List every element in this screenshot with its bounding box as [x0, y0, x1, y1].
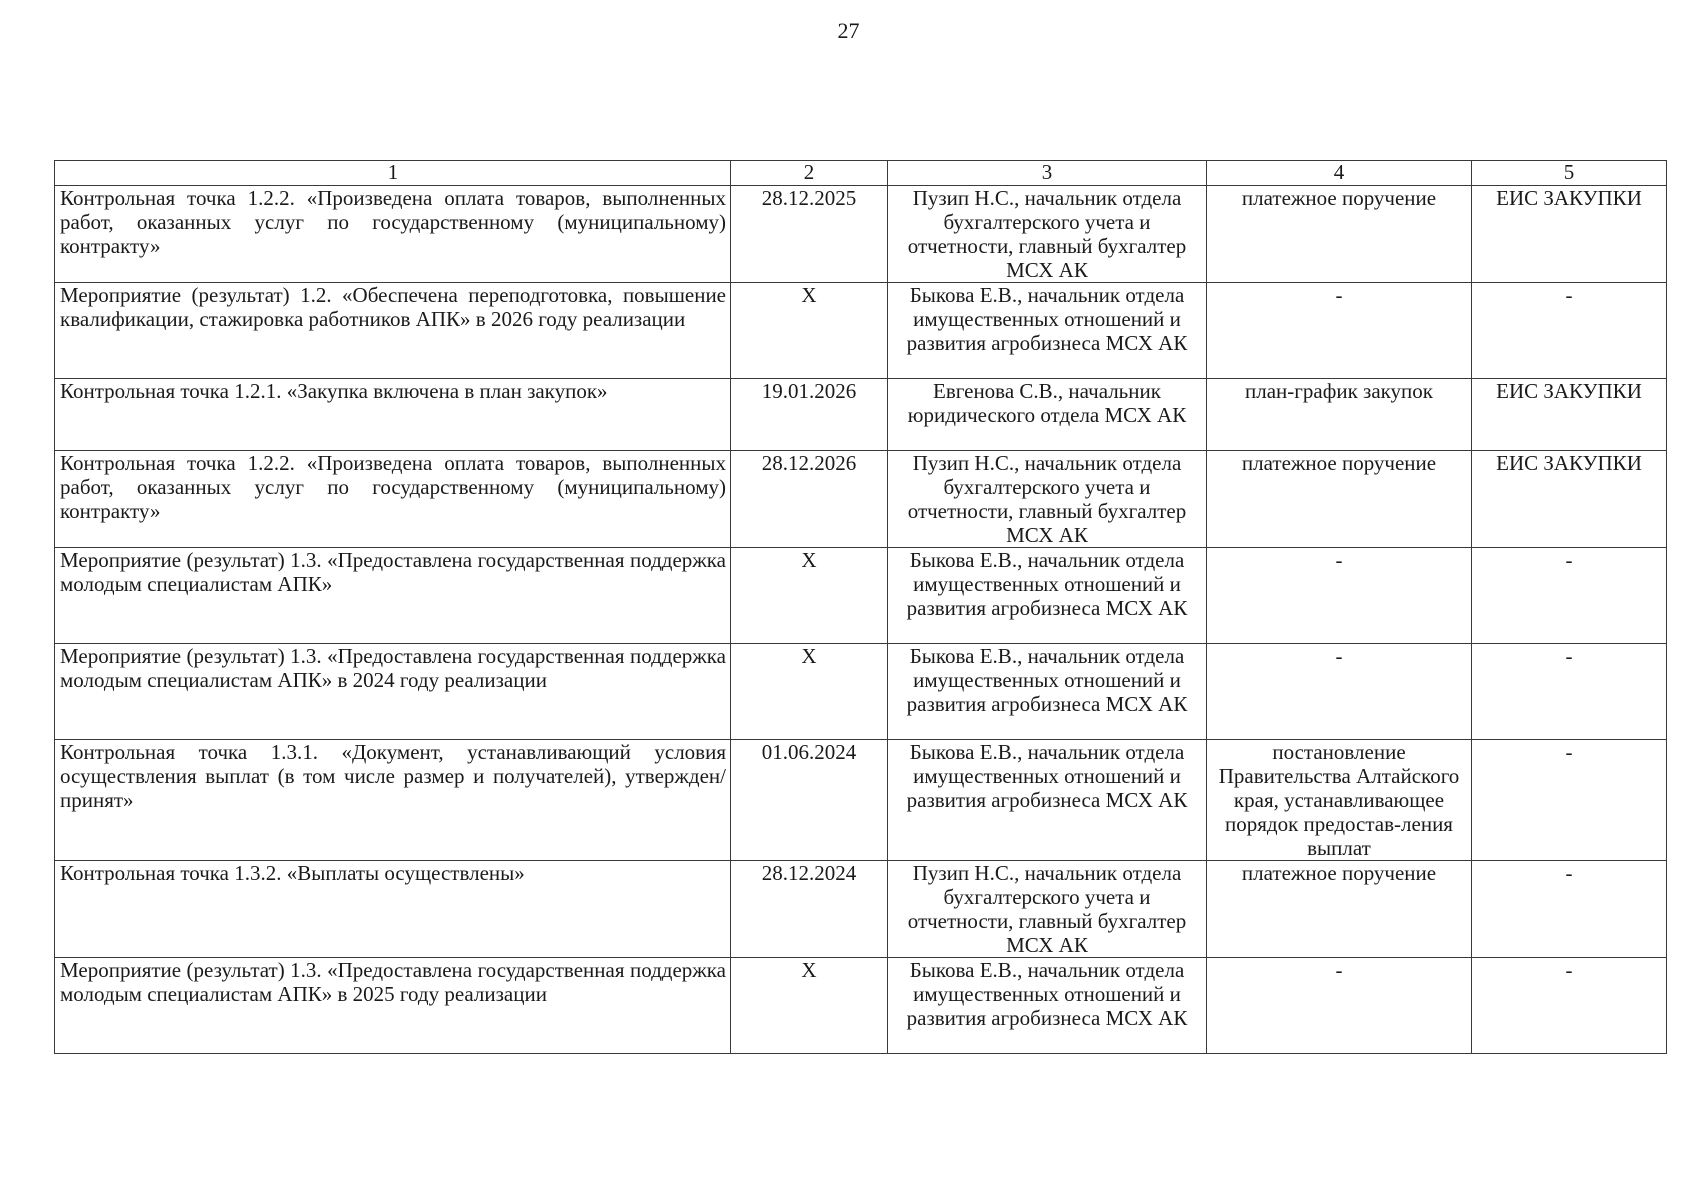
system-cell: ЕИС ЗАКУПКИ	[1472, 186, 1667, 283]
column-number-5: 5	[1472, 161, 1667, 186]
table-row	[55, 740, 1667, 861]
responsible-cell: Быкова Е.В., начальник отдела имущественных отношений и развития агробизнеса МСХ АК	[888, 283, 1207, 379]
column-number-row	[55, 161, 1667, 186]
table-row	[55, 451, 1667, 548]
responsible-cell: Быкова Е.В., начальник отдела имущественных отношений и развития агробизнеса МСХ АК	[888, 740, 1207, 861]
column-number-1: 1	[55, 161, 731, 186]
system-cell: ЕИС ЗАКУПКИ	[1472, 451, 1667, 548]
responsible-cell: Пузип Н.С., начальник отдела бухгалтерского учета и отчетности, главный бухгалтер МСХ АК	[888, 186, 1207, 283]
document-cell: план-график закупок	[1207, 379, 1472, 451]
date-cell: X	[731, 548, 888, 644]
document-cell: платежное поручение	[1207, 451, 1472, 548]
document-cell: постановление Правительства Алтайского края, устанавливающее порядок предостав-ления выплат	[1207, 740, 1472, 861]
event-cell: Контрольная точка 1.3.2. «Выплаты осуществлены»	[55, 861, 731, 958]
event-cell: Контрольная точка 1.2.1. «Закупка включена в план закупок»	[55, 379, 731, 451]
document-cell: платежное поручение	[1207, 186, 1472, 283]
system-cell: -	[1472, 740, 1667, 861]
system-cell: -	[1472, 644, 1667, 740]
table-row	[55, 283, 1667, 379]
system-cell: -	[1472, 958, 1667, 1054]
event-cell: Контрольная точка 1.2.2. «Произведена оплата товаров, выполненных работ, оказанных услуг по государственному (муниципальному) контракту»	[55, 451, 731, 548]
system-cell: -	[1472, 283, 1667, 379]
table-row	[55, 186, 1667, 283]
date-cell: 19.01.2026	[731, 379, 888, 451]
document-cell: -	[1207, 958, 1472, 1054]
event-cell: Контрольная точка 1.2.2. «Произведена оплата товаров, выполненных работ, оказанных услуг по государственному (муниципальному) контракту»	[55, 186, 731, 283]
event-cell: Мероприятие (результат) 1.3. «Предоставлена государственная поддержка молодым специалистам АПК» в 2025 году реализации	[55, 958, 731, 1054]
event-cell: Контрольная точка 1.3.1. «Документ, устанавливающий условия осуществления выплат (в том числе размер и получателей), утвержден/принят»	[55, 740, 731, 861]
responsible-cell: Быкова Е.В., начальник отдела имущественных отношений и развития агробизнеса МСХ АК	[888, 548, 1207, 644]
event-cell: Мероприятие (результат) 1.3. «Предоставлена государственная поддержка молодым специалистам АПК»	[55, 548, 731, 644]
document-cell: -	[1207, 548, 1472, 644]
document-cell: платежное поручение	[1207, 861, 1472, 958]
table-row	[55, 379, 1667, 451]
date-cell: X	[731, 283, 888, 379]
date-cell: 28.12.2024	[731, 861, 888, 958]
system-cell: -	[1472, 548, 1667, 644]
column-number-4: 4	[1207, 161, 1472, 186]
column-number-3: 3	[888, 161, 1207, 186]
responsible-cell: Евгенова С.В., начальник юридического отдела МСХ АК	[888, 379, 1207, 451]
responsible-cell: Пузип Н.С., начальник отдела бухгалтерского учета и отчетности, главный бухгалтер МСХ АК	[888, 861, 1207, 958]
responsible-cell: Быкова Е.В., начальник отдела имущественных отношений и развития агробизнеса МСХ АК	[888, 644, 1207, 740]
table-row	[55, 861, 1667, 958]
column-number-2: 2	[731, 161, 888, 186]
date-cell: 28.12.2026	[731, 451, 888, 548]
page-number: 27	[837, 18, 860, 43]
document-cell: -	[1207, 644, 1472, 740]
document-cell: -	[1207, 283, 1472, 379]
responsible-cell: Быкова Е.В., начальник отдела имущественных отношений и развития агробизнеса МСХ АК	[888, 958, 1207, 1054]
table-row	[55, 548, 1667, 644]
system-cell: -	[1472, 861, 1667, 958]
table-row	[55, 644, 1667, 740]
date-cell: X	[731, 644, 888, 740]
date-cell: 01.06.2024	[731, 740, 888, 861]
event-cell: Мероприятие (результат) 1.3. «Предоставлена государственная поддержка молодым специалистам АПК» в 2024 году реализации	[55, 644, 731, 740]
responsible-cell: Пузип Н.С., начальник отдела бухгалтерского учета и отчетности, главный бухгалтер МСХ АК	[888, 451, 1207, 548]
event-cell: Мероприятие (результат) 1.2. «Обеспечена переподготовка, повышение квалификации, стажировка работников АПК» в 2026 году реализации	[55, 283, 731, 379]
system-cell: ЕИС ЗАКУПКИ	[1472, 379, 1667, 451]
date-cell: 28.12.2025	[731, 186, 888, 283]
table-row	[55, 958, 1667, 1054]
control-points-table	[54, 160, 1667, 1054]
date-cell: X	[731, 958, 888, 1054]
